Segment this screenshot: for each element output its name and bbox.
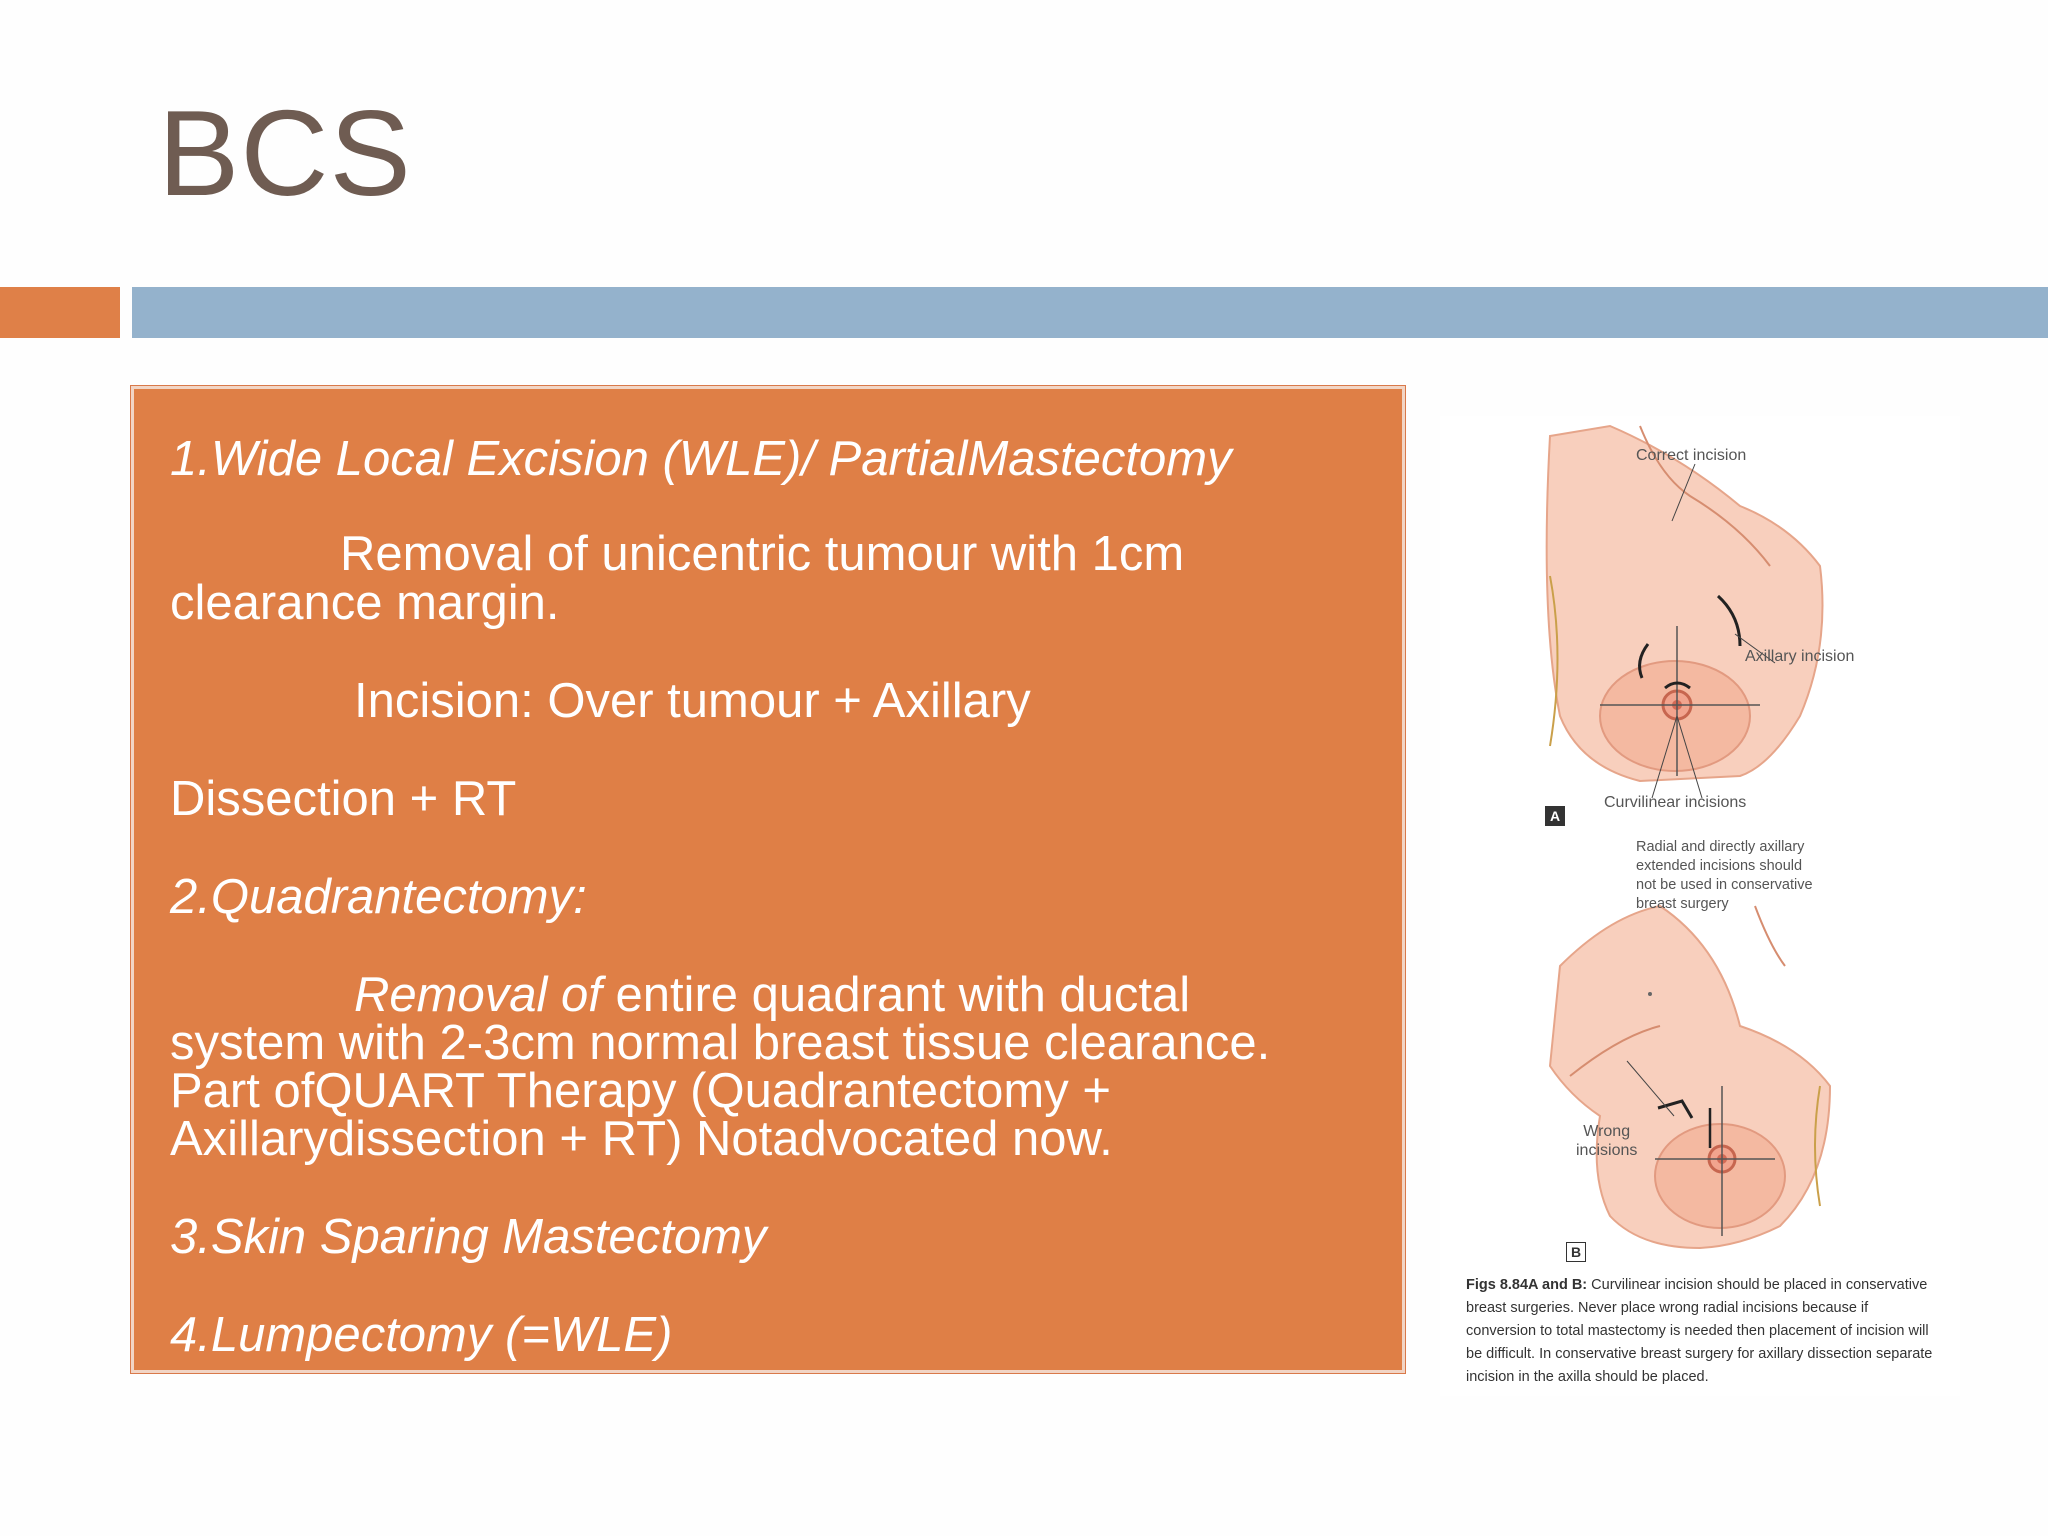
item1-line4: Dissection + RT <box>170 772 517 826</box>
note-line-3: not be used in conservative <box>1636 877 1813 893</box>
note-radial-incisions <box>1636 838 1813 914</box>
note-line-4: breast surgery <box>1636 896 1729 912</box>
label-correct-incision: Correct incision <box>1636 447 1747 464</box>
figure-caption <box>1466 1274 1936 1389</box>
item2-heading: 2.Quadrantectomy: <box>170 870 587 924</box>
item1-line2: clearance margin. <box>170 576 560 630</box>
label-wrong-line-1: Wrong <box>1583 1123 1631 1140</box>
figure-letter-a: A <box>1545 806 1565 826</box>
torso-b-illustration <box>1550 906 1830 1248</box>
note-line-2: extended incisions should <box>1636 858 1803 874</box>
item2-line2: system with 2-3cm normal breast tissue clearance. <box>170 1016 1271 1070</box>
item2-line1-italic: Removal of <box>354 968 602 1022</box>
caption-text: Curvilinear incision should be placed in conservative breast surgeries. Never place wrong radial incisions because if conversion to total mastectomy is needed then placement of incision will be difficult. In conservative breast surgery for axillary dissection separate incision in the axilla should be placed. <box>1466 1277 1933 1385</box>
incision-figure <box>1440 416 1960 1396</box>
item2-line1-rest: entire quadrant with ductal <box>601 968 1191 1022</box>
content-box <box>131 386 1405 1373</box>
item2-line3: Part ofQUART Therapy (Quadrantectomy + <box>170 1064 1111 1118</box>
item1-line1: Removal of unicentric tumour with 1cm <box>340 527 1185 581</box>
item4-heading: 4.Lumpectomy (=WLE) <box>170 1308 673 1362</box>
torso-a-illustration <box>1547 426 1823 798</box>
accent-bar <box>0 287 120 338</box>
caption-label: Figs 8.84A and B: <box>1466 1277 1588 1293</box>
item2-line4: Axillarydissection + RT) Notadvocated now. <box>170 1112 1113 1166</box>
figure-letter-b: B <box>1566 1242 1586 1262</box>
label-axillary-incision: Axillary incision <box>1745 648 1855 665</box>
item2-line1 <box>354 968 1191 1022</box>
item3-heading: 3.Skin Sparing Mastectomy <box>170 1210 767 1264</box>
label-wrong-incisions <box>1576 1122 1637 1160</box>
label-wrong-line-2: incisions <box>1576 1142 1638 1160</box>
slide-title: BCS <box>158 85 412 221</box>
note-line-1: Radial and directly axillary <box>1636 839 1805 855</box>
item1-heading: 1.Wide Local Excision (WLE)/ PartialMastectomy <box>170 432 1232 486</box>
item1-line3: Incision: Over tumour + Axillary <box>354 674 1031 728</box>
header-bar <box>132 287 2048 338</box>
label-curvilinear-incisions: Curvilinear incisions <box>1604 794 1747 811</box>
